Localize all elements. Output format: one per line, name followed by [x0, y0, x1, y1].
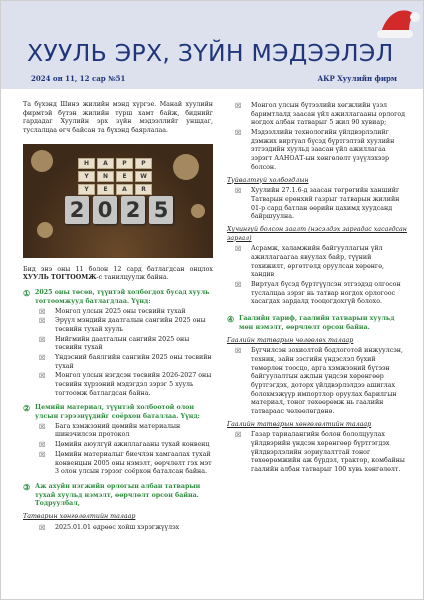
- letter-tile: H: [78, 158, 95, 169]
- checkbox-bullet-icon: ☒: [39, 307, 46, 316]
- section-number: ②: [23, 403, 31, 414]
- list-item: [235, 431, 407, 474]
- letter-tile: W: [135, 171, 152, 182]
- year-digit: 2: [65, 196, 89, 224]
- checkbox-bullet-icon: ☒: [39, 422, 46, 431]
- year-digit: 0: [93, 196, 117, 224]
- list-item: [235, 187, 407, 222]
- list-item-text: 2025.01.01 өдрөөс хойш хэрэгжүүлэх: [55, 523, 180, 531]
- checkbox-bullet-icon: ☒: [235, 187, 242, 196]
- letter-tile: Y: [78, 171, 95, 182]
- list-item: [235, 245, 407, 280]
- list-item: [39, 317, 213, 334]
- list-item-text: Асрамж, халамжийн байгууллагын үйл ажиллагаагаа явуулах байр, түүний тохижилт, өргөтгөлд оруулсан хөрөнгө, хандив: [251, 245, 385, 279]
- list-item-text: Эрүүл мэндийн даатгалын сангийн 2025 оны төсвийн тухай хууль: [55, 317, 206, 333]
- checkbox-bullet-icon: ☒: [235, 347, 242, 356]
- lead-tail: -с танилцуулж байна.: [96, 274, 169, 282]
- list-item-text: Виртуал бүсэд бүртгүүлсэн этгээдэд олгосон туслалцаа зэрэг нь татвар ногдох орлогоос хасагдах зардалд тооцогдохгүй болохо.: [251, 281, 401, 306]
- bullet-list: [39, 423, 213, 477]
- santa-hat-icon: [375, 3, 421, 43]
- section-heading-text: 2025 оны төсөв, түүнтэй холбогдох бусад хууль тогтоомжууд батлагдлаа. Үүнд:: [35, 289, 210, 305]
- list-item-text: Бүгчилсэн зохиолтой бодлоготой инжуулсэн, техник, зайн зэсгийн үндэслэл бүхий төмөрлөн тоосцо, арга хэмжээний бүтээн байгуулалтын ажлын үндсэн хөрөнгөөр бүртгэгдэх, доторх үйлдвэрлэлдээ ашиглах болохмэжүүр импортлор оруулах барилгын материал, тоног төхөөрөмж нь гаалийн татвараас чөлөөлөгдөнө.: [251, 347, 403, 415]
- lead-paragraph: [23, 266, 213, 283]
- section-3: [23, 483, 213, 532]
- section-1: [23, 289, 213, 398]
- list-item: [39, 441, 213, 450]
- list-item-text: Цөмийн материалыг биечлэн хамгаалах тухай конвенцын 2005 оны нэмэлт, өөрчлөлт гэх мэт 3 олон улсын гэрээг соёрхон баталсан байна.: [55, 450, 212, 476]
- section-number: ①: [23, 288, 31, 299]
- bullet-list: [235, 245, 407, 307]
- list-item: [39, 372, 213, 398]
- year-blocks: [65, 196, 173, 224]
- lead-text: Бид энэ оны 11 болон 12 сард батлагдсан онцлох: [23, 265, 213, 273]
- list-item: [39, 308, 213, 317]
- list-item: [235, 281, 407, 307]
- checkbox-bullet-icon: ☒: [39, 523, 46, 532]
- list-item: [235, 129, 407, 172]
- section-number: ③: [23, 481, 31, 492]
- letter-tile: P: [135, 158, 152, 169]
- header-banner: [1, 1, 424, 89]
- section-2: [23, 404, 213, 477]
- list-item-text: Монгол улсын 2025 оны төсвийн тухай: [55, 307, 186, 315]
- letter-tile: A: [97, 158, 114, 169]
- checkbox-bullet-icon: ☒: [39, 317, 46, 326]
- list-item: [39, 451, 213, 477]
- list-item: [39, 423, 213, 440]
- checkbox-bullet-icon: ☒: [39, 441, 46, 450]
- checkbox-bullet-icon: ☒: [235, 129, 242, 138]
- bokeh-light: [37, 222, 53, 238]
- subheading: Гаалийн татварын хөнгөлөлтийн талаар: [227, 420, 372, 428]
- letter-tile: E: [116, 171, 133, 182]
- bullet-list: [39, 308, 213, 399]
- list-item: [235, 347, 407, 417]
- bokeh-light: [31, 150, 53, 172]
- section-heading: [23, 483, 213, 509]
- section-heading-text: Аж ахуйн нэгжийн орлогын албан татварын тухай хуульд нэмэлт, өөрчлөлт орсон байна. Тодруулбал,: [35, 482, 201, 508]
- bullet-list: [235, 187, 407, 222]
- list-item-text: Бага хэмжээний цөмийн материалын шинэчилсэн протокол: [55, 422, 181, 439]
- list-item: [39, 354, 213, 371]
- section-heading: [23, 404, 213, 421]
- checkbox-bullet-icon: ☒: [235, 245, 242, 254]
- list-item-text: Цөмийн аюулгүй ажиллагааны тухай конвенц: [55, 441, 210, 449]
- year-digit: 5: [149, 196, 173, 224]
- letter-tile: Y: [78, 184, 95, 195]
- lead-bold: ХУУЛЬ ТОГТООМЖ: [23, 274, 97, 282]
- bullet-list: [39, 524, 213, 533]
- bullet-list: [235, 347, 407, 417]
- bokeh-light: [173, 154, 199, 180]
- subheading: Гаалийн татварын чөлөөлөх талаар: [227, 336, 354, 344]
- letter-tile: R: [135, 184, 152, 195]
- checkbox-bullet-icon: ☒: [235, 431, 242, 440]
- subheading: Татварын хөнгөлөлтийн талаар: [23, 512, 136, 520]
- letter-tile: A: [116, 184, 133, 195]
- list-item-text: Монгол улсын нэгдсэн төсвийн 2026-2027 оны төсвийн хүрээний мэдэгдэл зэрэг 5 хууль тогтоомж батлагдсан байна.: [55, 372, 212, 397]
- list-item-text: Мэдээллийн технологийн үйлдвэрлэлийг дэмжих виртуал бүсэд бүртгэлтэй хуулийн этгээдийн хуульд заасан үйл ажиллагаа зэрэгт ААНОАТ-ын хөнгөлөлт үзүүлэхээр болсон.: [251, 129, 395, 171]
- list-item: [39, 524, 213, 533]
- letter-tile: N: [97, 171, 114, 182]
- list-item-text: Газар тариалангийн болон бололцуулах үйлдвэрийн үндсэн хөрөнгөөр бүртгэгдэх үйлдвэрлэлийн зориулалттай тоног төхөөрөмжийн аж бүрдэл, трактор, комбайны гаалийн албан татварыг 100 хувь хөнгөлөлт.: [251, 431, 405, 474]
- bokeh-light: [191, 204, 205, 218]
- bullet-list: [235, 431, 407, 474]
- right-column: [227, 101, 407, 476]
- section-number: ④: [227, 314, 235, 325]
- list-item: [39, 336, 213, 353]
- checkbox-bullet-icon: ☒: [39, 450, 46, 459]
- section-heading: [227, 315, 407, 332]
- subheading: Хүчингүй болсон заалт (нэсэлдэх заргадас хасагдсан заргал): [227, 225, 407, 242]
- checkbox-bullet-icon: ☒: [235, 281, 242, 290]
- checkbox-bullet-icon: ☒: [39, 353, 46, 362]
- left-column: [23, 101, 213, 533]
- page-title: ХУУЛЬ ЭРХ, ЗҮЙН МЭДЭЭЛЭЛ: [27, 39, 394, 67]
- list-item-text: Үндэсний баялгийн сангийн 2025 оны төсвийн тухай: [55, 353, 212, 370]
- bullet-list: [235, 102, 407, 173]
- checkbox-bullet-icon: ☒: [39, 335, 46, 344]
- year-digit: 2: [121, 196, 145, 224]
- list-item-text: Нийгмийн даатгалын сангийн 2025 оны төсвийн тухай: [55, 335, 190, 352]
- list-item: [235, 102, 407, 128]
- letter-tile: E: [97, 184, 114, 195]
- happy-new-year-tiles: [78, 158, 158, 193]
- section-heading-text: Гаалийн тариф, гаалийн татварын хуульд мөн нэмэлт, өөрчлөлт орсон байна.: [239, 315, 395, 331]
- section-heading-text: Цемийн материал, түүнтэй холбоотой олон улсын гэрээнүүдийг соёрхон баталлаа. Үүнд:: [35, 404, 200, 421]
- section-4: [227, 315, 407, 332]
- checkbox-bullet-icon: ☒: [235, 102, 242, 110]
- firm-name: АКР Хуулийн фирм: [317, 74, 397, 83]
- list-item-text: Монгол улсын бүтээлийн хөгжлийн үзэл баримтлалд заасан үйл ажиллагааны орлогод ногдох албан татварыг 5 жил 90 хувиар;: [251, 102, 406, 127]
- checkbox-bullet-icon: ☒: [39, 372, 46, 381]
- section-heading: [23, 289, 213, 306]
- issue-info: 2024 он 11, 12 сар №51: [31, 74, 126, 83]
- subheading: Түйвалтгүй холбогдлын: [227, 176, 309, 184]
- letter-tile: P: [116, 158, 133, 169]
- intro-paragraph: Та бүхэнд Шинэ жилийн мэнд хүргэе. Манай хуулийн фирмтэй бүтэн жилийн турш хамт байж, биднийг гардадаг Хуулийн эрх зүйн мэдээллийг уншдаг, туслалцаа өгч байсан та бүхэнд баярлалаа.: [23, 101, 213, 135]
- new-year-photo: [23, 144, 213, 258]
- list-item-text: Хуулийн 27.1.6-д заасан төгрөгийн ханшийг Татварын ерөнхий газрыг татварын жилийн 01-р сард батлан өөрийн цахимд хуудсанд байршуулна.: [251, 187, 400, 221]
